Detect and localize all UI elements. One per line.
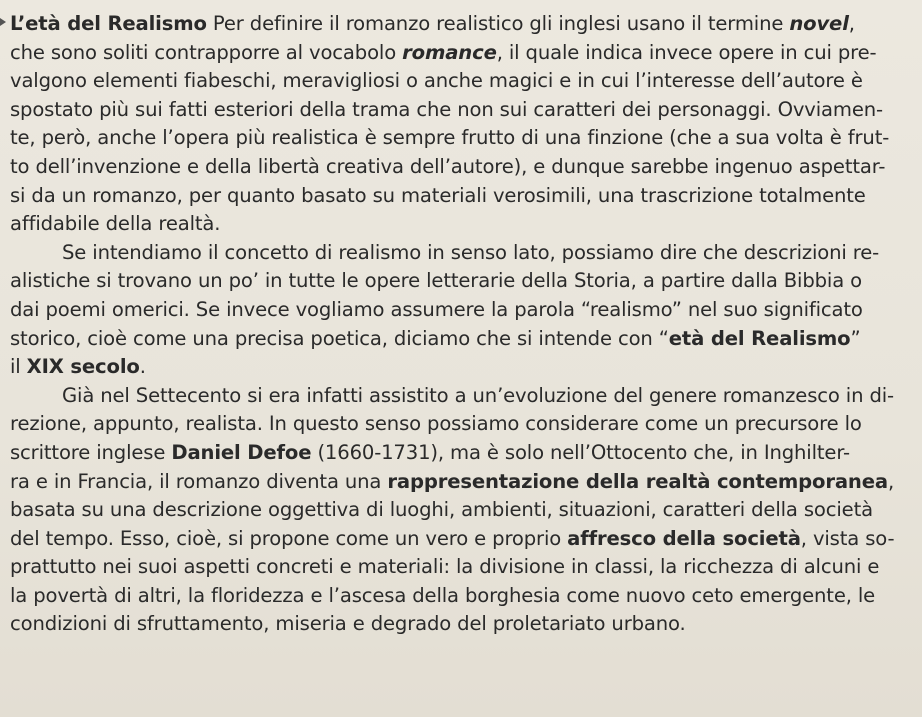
p1-line-6: to dell’invenzione e della libertà creativa dell’autore), e dunque sarebbe ingenuo aspettar- [10,154,886,178]
term-affresco: affresco della società [567,526,801,550]
p3-line-5: basata su una descrizione oggettiva di luoghi, ambienti, situazioni, caratteri della società [10,498,873,522]
p1-line-1: L’età del Realismo Per definire il romanzo realistico gli inglesi usano il termine novel, [10,12,855,35]
p3-line-9: condizioni di sfruttamento, miseria e degrado del proletariato urbano. [10,612,686,636]
p1-line-5: te, però, anche l’opera più realistica è sempre frutto di una finzione (che a sua volta è frut- [10,126,890,150]
p1-line-4: spostato più sui fatti esteriori della trama che non sui caratteri dei personaggi. Ovviamen- [10,97,883,121]
p3-line-1: Già nel Settecento si era infatti assistito a un’evoluzione del genere romanzesco in di- [62,383,894,407]
p2-line-4: storico, cioè come una precisa poetica, diciamo che si intende con “età del Realismo” [10,326,861,350]
term-eta-del-realismo: età del Realismo [668,326,851,350]
p1-line-2: che sono soliti contrapporre al vocabolo romance, il quale indica invece opere in cui pre- [10,40,877,64]
term-xix-secolo: XIX secolo [26,355,140,379]
p3-line-6: del tempo. Esso, cioè, si propone come un vero e proprio affresco della società, vista so- [10,526,895,550]
p3-line-7: prattutto nei suoi aspetti concreti e materiali: la divisione in classi, la ricchezza di alcuni e [10,555,880,579]
p3-line-4: ra e in Francia, il romanzo diventa una rappresentazione della realtà contemporanea, [10,469,895,493]
term-daniel-defoe: Daniel Defoe [171,440,312,464]
p3-line-2: rezione, appunto, realista. In questo senso possiamo considerare come un precursore lo [10,412,862,436]
p1-line-3: valgono elementi fiabeschi, meravigliosi o anche magici e in cui l’interesse dell’autore è [10,69,863,93]
bullet-arrow-icon [0,18,6,26]
term-novel: novel [789,12,849,35]
p1-line-7: si da un romanzo, per quanto basato su materiali verosimili, una trascrizione totalmente [10,183,866,207]
p2-line-2: alistiche si trovano un po’ in tutte le opere letterarie della Storia, a partire dalla Bibbia o [10,269,862,293]
p2-line-5: il XIX secolo. [10,355,146,379]
p1-line-8: affidabile della realtà. [10,212,221,236]
p2-line-1: Se intendiamo il concetto di realismo in senso lato, possiamo dire che descrizioni re- [62,240,880,264]
term-romance: romance [402,40,497,64]
body-text [10,10,916,639]
p2-line-3: dai poemi omerici. Se invece vogliamo assumere la parola “realismo” nel suo significato [10,297,863,321]
term-rappresentazione: rappresentazione della realtà contemporanea [387,469,888,493]
section-heading: L’età del Realismo [10,12,207,35]
p3-line-3: scrittore inglese Daniel Defoe (1660-1731), ma è solo nell’Ottocento che, in Inghilter- [10,440,850,464]
p3-line-8: la povertà di altri, la floridezza e l’ascesa della borghesia come nuovo ceto emergente, le [10,583,876,607]
